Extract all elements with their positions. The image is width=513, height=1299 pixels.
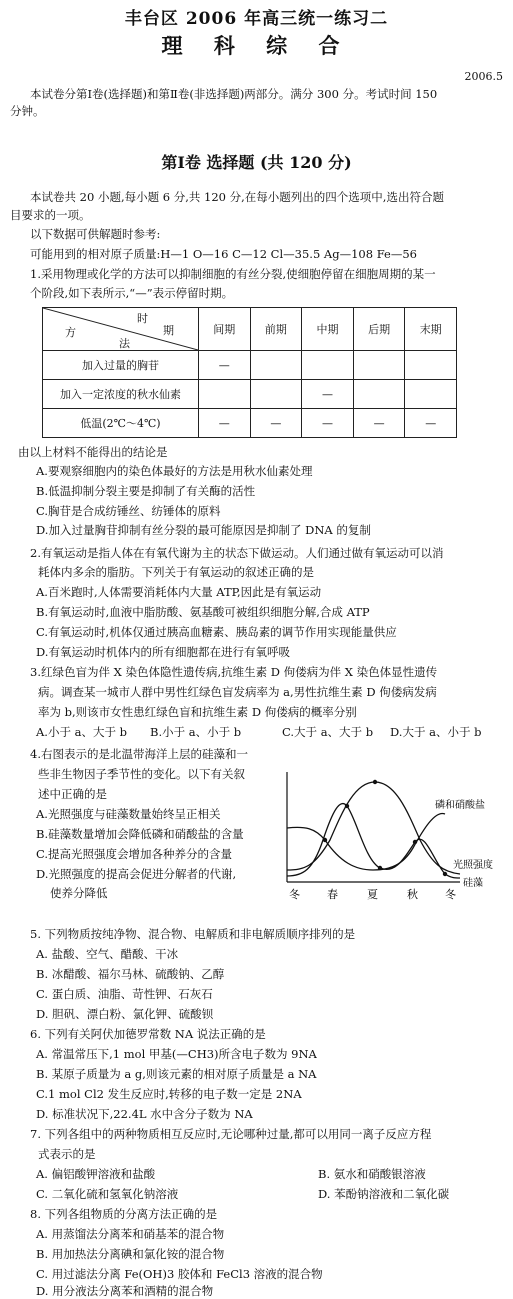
q5-option-b: B. 冰醋酸、福尔马林、硫酸钠、乙醇 [36,967,225,981]
q3-option-d: D.大于 a、小于 b [390,725,482,739]
table-cell [405,380,457,409]
table-cell [302,351,354,380]
q2-option-c: C.有氧运动时,机体仅通过胰高血糖素、胰岛素的调节作用实现能量供应 [36,625,397,639]
exam-intro-line2: 分钟。 [10,104,45,118]
table-header-cell: 中期 [302,308,354,351]
table-row [43,351,457,380]
table-cell [353,380,405,409]
table-header-cell: 末期 [405,308,457,351]
q7-option-d: D. 苯酚钠溶液和二氧化碳 [318,1187,450,1201]
light-curve [287,782,460,874]
table-cell: — [199,409,251,438]
table-header-cell: 后期 [353,308,405,351]
q2-option-b: B.有氧运动时,血液中脂肪酸、氨基酸可被组织细胞分解,合成 ATP [36,605,370,619]
q5-option-d: D. 胆矾、漂白粉、氯化钾、硫酸钡 [36,1007,214,1021]
q1-option-c: C.胸苷是合成纺锤丝、纺锤体的原料 [36,504,221,518]
exam-title: 丰台区 2006 年高三统一练习二 [124,9,389,29]
q2-stem-line2: 耗体内多余的脂肪。下列关于有氧运动的叙述正确的是 [38,565,314,579]
exam-date: 2006.5 [464,70,503,83]
corner-label-b: 期 [163,324,174,337]
table-header-cell: 前期 [250,308,302,351]
table-header-cell: 间期 [199,308,251,351]
q7-option-b: B. 氨水和硝酸银溶液 [318,1167,426,1181]
q6-option-b: B. 某原子质量为 a g,则该元素的相对原子质量是 a NA [36,1067,317,1081]
table-cell: — [199,351,251,380]
q4-stem-line3: 述中正确的是 [38,787,107,801]
season-label: 春 [327,888,338,901]
q6-option-d: D. 标准状况下,22.4L 水中含分子数为 NA [36,1107,253,1121]
table-cell: — [353,409,405,438]
exam-subject: 理 科 综 合 [161,33,352,58]
q2-stem-line1: 2.有氧运动是指人体在有氧代谢为主的状态下做运动。人们通过做有氧运动可以消 [30,546,444,560]
q4-option-d: D.光照强度的提高会促进分解者的代谢, [36,867,237,881]
q1-option-b: B.低温抑制分裂主要是抑制了有关酶的活性 [36,484,256,498]
q4-stem-line1: 4.右图表示的是北温带海洋上层的硅藻和一 [30,747,248,761]
q5-option-c: C. 蛋白质、油脂、苛性钾、石灰石 [36,987,213,1001]
label-diatom: 硅藻 [463,878,483,889]
q2-option-a: A.百米跑时,人体需要消耗体内大量 ATP,因此是有氧运动 [36,585,322,599]
corner-label-d: 法 [119,337,130,350]
table-method-cell: 加入一定浓度的秋水仙素 [43,380,199,409]
corner-label-c: 方 [65,326,76,339]
table-cell [199,380,251,409]
q8-option-b: B. 用加热法分离碘和氯化铵的混合物 [36,1247,225,1261]
q2-option-d: D.有氧运动时机体内的所有细胞都在进行有氧呼吸 [36,645,290,659]
q8-option-a: A. 用蒸馏法分离苯和硝基苯的混合物 [36,1227,225,1241]
q3-option-b: B.小于 a、小于 b [150,725,242,739]
season-label: 秋 [407,888,418,901]
q6-stem: 6. 下列有关阿伏加德罗常数 NA 说法正确的是 [30,1027,266,1041]
q1-lead: 由以上材料不能得出的结论是 [18,445,168,459]
season-label: 夏 [367,888,378,901]
q4-option-b: B.硅藻数量增加会降低磷和硝酸盐的含量 [36,827,244,841]
q6-option-a: A. 常温常压下,1 mol 甲基(—CH3)所含电子数为 9NA [36,1047,317,1061]
table-cell [353,351,405,380]
q7-option-a: A. 偏铝酸钾溶液和盐酸 [36,1167,156,1181]
q8-stem: 8. 下列各组物质的分离方法正确的是 [30,1207,218,1221]
season-label: 冬 [289,888,300,901]
q8-option-c: C. 用过滤法分离 Fe(OH)3 胶体和 FeCl3 溶液的混合物 [36,1267,323,1281]
q5-option-a: A. 盐酸、空气、醋酸、干冰 [36,947,179,961]
diatom-curve [287,804,460,878]
label-light: 光照强度 [453,860,493,871]
atomic-mass-line: 可能用到的相对原子质量:H—1 O—16 C—12 Cl—35.5 Ag—108 Fe—56 [30,247,417,261]
corner-label-a: 时 [137,312,148,325]
q4-seasonal-graph [285,770,510,905]
table-cell [250,380,302,409]
label-nutrient: 磷和硝酸盐 [435,800,485,811]
table-cell: — [302,409,354,438]
q7-stem-line2: 式表示的是 [38,1147,96,1161]
reference-data-heading: 以下数据可供解题时参考: [30,227,161,241]
section-note-line1: 本试卷共 20 小题,每小题 6 分,共 120 分,在每小题列出的四个选项中,选出符合题 [30,190,444,204]
table-row [43,409,457,438]
q4-stem-line2: 些非生物因子季节性的变化。以下有关叙 [38,767,245,781]
table-method-cell: 低温(2℃～4℃) [43,409,199,438]
q6-option-c: C.1 mol Cl2 发生反应时,转移的电子数一定是 2NA [36,1087,302,1101]
q4-option-d-line2: 使养分降低 [50,886,108,900]
q7-option-c: C. 二氧化硫和氢氧化钠溶液 [36,1187,179,1201]
q3-option-c: C.大于 a、大于 b [282,725,374,739]
table-header-row [43,308,457,351]
table-method-cell: 加入过量的胸苷 [43,351,199,380]
q1-option-a: A.要观察细胞内的染色体最好的方法是用秋水仙素处理 [36,464,313,478]
table-cell [405,351,457,380]
q3-stem-line2: 病。调查某一城市人群中男性红绿色盲发病率为 a,男性抗维生素 D 佝偻病发病 [38,685,437,699]
q3-stem-line3: 率为 b,则该市女性患红绿色盲和抗维生素 D 佝偻病的概率分别 [38,705,357,719]
exam-intro-line1: 本试卷分第Ⅰ卷(选择题)和第Ⅱ卷(非选择题)两部分。满分 300 分。考试时间 150 [30,87,438,101]
q1-stem-line2: 个阶段,如下表所示,“—”表示停留时期。 [30,286,234,300]
season-label: 冬 [445,888,456,901]
table-cell: — [405,409,457,438]
q4-graph-svg [285,770,510,905]
q7-stem-line1: 7. 下列各组中的两种物质相互反应时,无论哪种过量,都可以用同一离子反应方程 [30,1127,432,1141]
table-cell: — [250,409,302,438]
curve-markers [323,780,447,876]
table-cell [250,351,302,380]
table-row [43,380,457,409]
table-corner-cell [43,308,199,351]
q4-option-a: A.光照强度与硅藻数量始终呈正相关 [36,807,221,821]
q4-option-c: C.提高光照强度会增加各种养分的含量 [36,847,233,861]
section-note-line2: 目要求的一项。 [10,208,91,222]
q1-stem-line1: 1.采用物理或化学的方法可以抑制细胞的有丝分裂,使细胞停留在细胞周期的某一 [30,267,436,281]
q1-table [42,307,457,438]
table-cell: — [302,380,354,409]
q3-stem-line1: 3.红绿色盲为伴 X 染色体隐性遗传病,抗维生素 D 佝偻病为伴 X 染色体显性遗传 [30,665,438,679]
q5-stem: 5. 下列物质按纯净物、混合物、电解质和非电解质顺序排列的是 [30,927,356,941]
q3-option-a: A.小于 a、大于 b [36,725,127,739]
section-title: 第Ⅰ卷 选择题 (共 120 分) [161,153,352,172]
q1-option-d: D.加入过量胸苷抑制有丝分裂的最可能原因是抑制了 DNA 的复制 [36,523,371,537]
q8-option-d: D. 用分液法分离苯和酒精的混合物 [36,1284,214,1298]
